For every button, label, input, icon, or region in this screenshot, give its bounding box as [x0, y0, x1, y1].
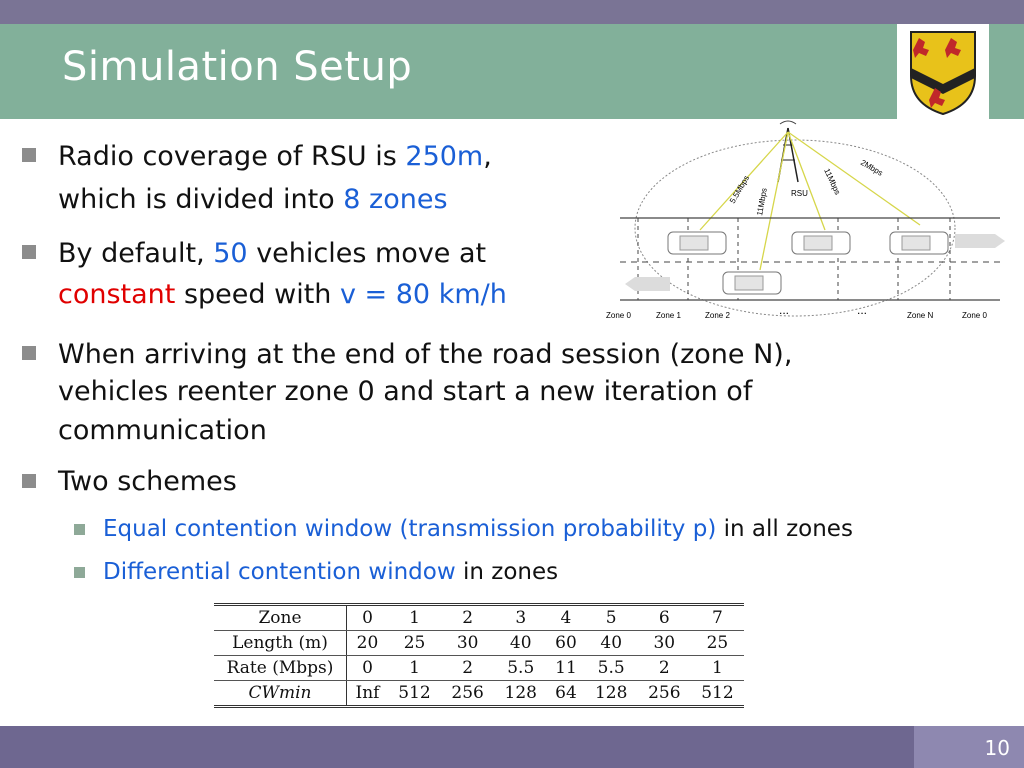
table-cell: 20 [347, 631, 388, 656]
zone-ellipsis: ... [779, 303, 790, 317]
table-cell: 0 [347, 656, 388, 681]
table-cell: Length (m) [214, 631, 347, 656]
table-cell: 40 [585, 631, 638, 656]
slide-title: Simulation Setup [62, 44, 413, 90]
zone-ellipsis: ... [857, 303, 868, 317]
table-header-row [214, 605, 744, 631]
table-row [214, 631, 744, 656]
table-cell: Rate (Mbps) [214, 656, 347, 681]
table-cell: 30 [441, 631, 494, 656]
rate-label: 11Mbps [822, 167, 843, 197]
table-cell: 256 [441, 681, 494, 707]
car-icon [723, 272, 781, 294]
table-cell: 3 [494, 605, 547, 631]
table-cell: 25 [388, 631, 441, 656]
page-number: 10 [984, 736, 1010, 760]
bullet-3-line-3: communication [58, 415, 267, 446]
table-cell: CWmin [214, 681, 347, 707]
university-logo [897, 24, 989, 119]
table-cell: 128 [494, 681, 547, 707]
table-cell: 2 [441, 656, 494, 681]
bullet-3-line-1: When arriving at the end of the road session (zone N), [58, 339, 793, 370]
table-cell: 1 [388, 656, 441, 681]
bullet-marker [22, 245, 36, 259]
car-icon [792, 232, 850, 254]
table-cell: 60 [547, 631, 584, 656]
table-cell: 6 [638, 605, 691, 631]
bullet-marker [22, 148, 36, 162]
table-cell: 512 [388, 681, 441, 707]
table-cell: 11 [547, 656, 584, 681]
table-cell: 4 [547, 605, 584, 631]
sub-bullet-2: Differential contention window in zones [103, 559, 559, 585]
bullet-2-line-1: By default, 50 vehicles move at [58, 238, 487, 269]
rsu-label: RSU [791, 189, 808, 198]
table-cell: 5.5 [585, 656, 638, 681]
bullet-marker [22, 346, 36, 360]
sub-bullet-1: Equal contention window (transmission probability p) in all zones [103, 516, 853, 542]
sub-bullet-marker [74, 567, 85, 578]
table-cell: Inf [347, 681, 388, 707]
table-cell: 512 [691, 681, 744, 707]
bullet-marker [22, 474, 36, 488]
table-cell: 5.5 [494, 656, 547, 681]
table-cell: 256 [638, 681, 691, 707]
table-cell: 2 [441, 605, 494, 631]
car-icon [668, 232, 726, 254]
bullet-1-line-1: Radio coverage of RSU is 250m, [58, 141, 492, 172]
rate-label: 2Mbps [859, 157, 885, 178]
table-cell: 30 [638, 631, 691, 656]
table-row [214, 681, 744, 707]
zone-label: Zone 1 [656, 311, 681, 320]
direction-arrow-icon [625, 277, 670, 291]
table-cell: 0 [347, 605, 388, 631]
table-cell: 128 [585, 681, 638, 707]
bottom-bar [0, 726, 1024, 768]
zone-label: Zone 2 [705, 311, 730, 320]
table-cell: Zone [214, 605, 347, 631]
rate-label: 5.5Mbps [727, 173, 752, 205]
sub-bullet-marker [74, 524, 85, 535]
top-band [0, 0, 1024, 24]
table-cell: 7 [691, 605, 744, 631]
table-cell: 5 [585, 605, 638, 631]
zone-parameters-table [214, 603, 744, 715]
bullet-3-line-2: vehicles reenter zone 0 and start a new iteration of [58, 376, 753, 407]
zone-label: Zone N [907, 311, 934, 320]
crest-icon [897, 24, 989, 119]
rate-label: 11Mbps [755, 187, 769, 217]
bullet-4: Two schemes [58, 466, 237, 497]
table-cell: 25 [691, 631, 744, 656]
direction-arrow-icon [955, 234, 1005, 248]
zone-label: Zone 0 [606, 311, 631, 320]
table-cell: 1 [388, 605, 441, 631]
table-row [214, 656, 744, 681]
table-cell: 1 [691, 656, 744, 681]
table-cell: 64 [547, 681, 584, 707]
table-cell: 40 [494, 631, 547, 656]
car-icon [890, 232, 948, 254]
zone-label: Zone 0 [962, 311, 987, 320]
rsu-road-diagram [600, 120, 1020, 325]
bullet-1-line-2: which is divided into 8 zones [58, 184, 448, 215]
table-cell: 2 [638, 656, 691, 681]
bullet-2-line-2: constant speed with v = 80 km/h [58, 279, 507, 310]
